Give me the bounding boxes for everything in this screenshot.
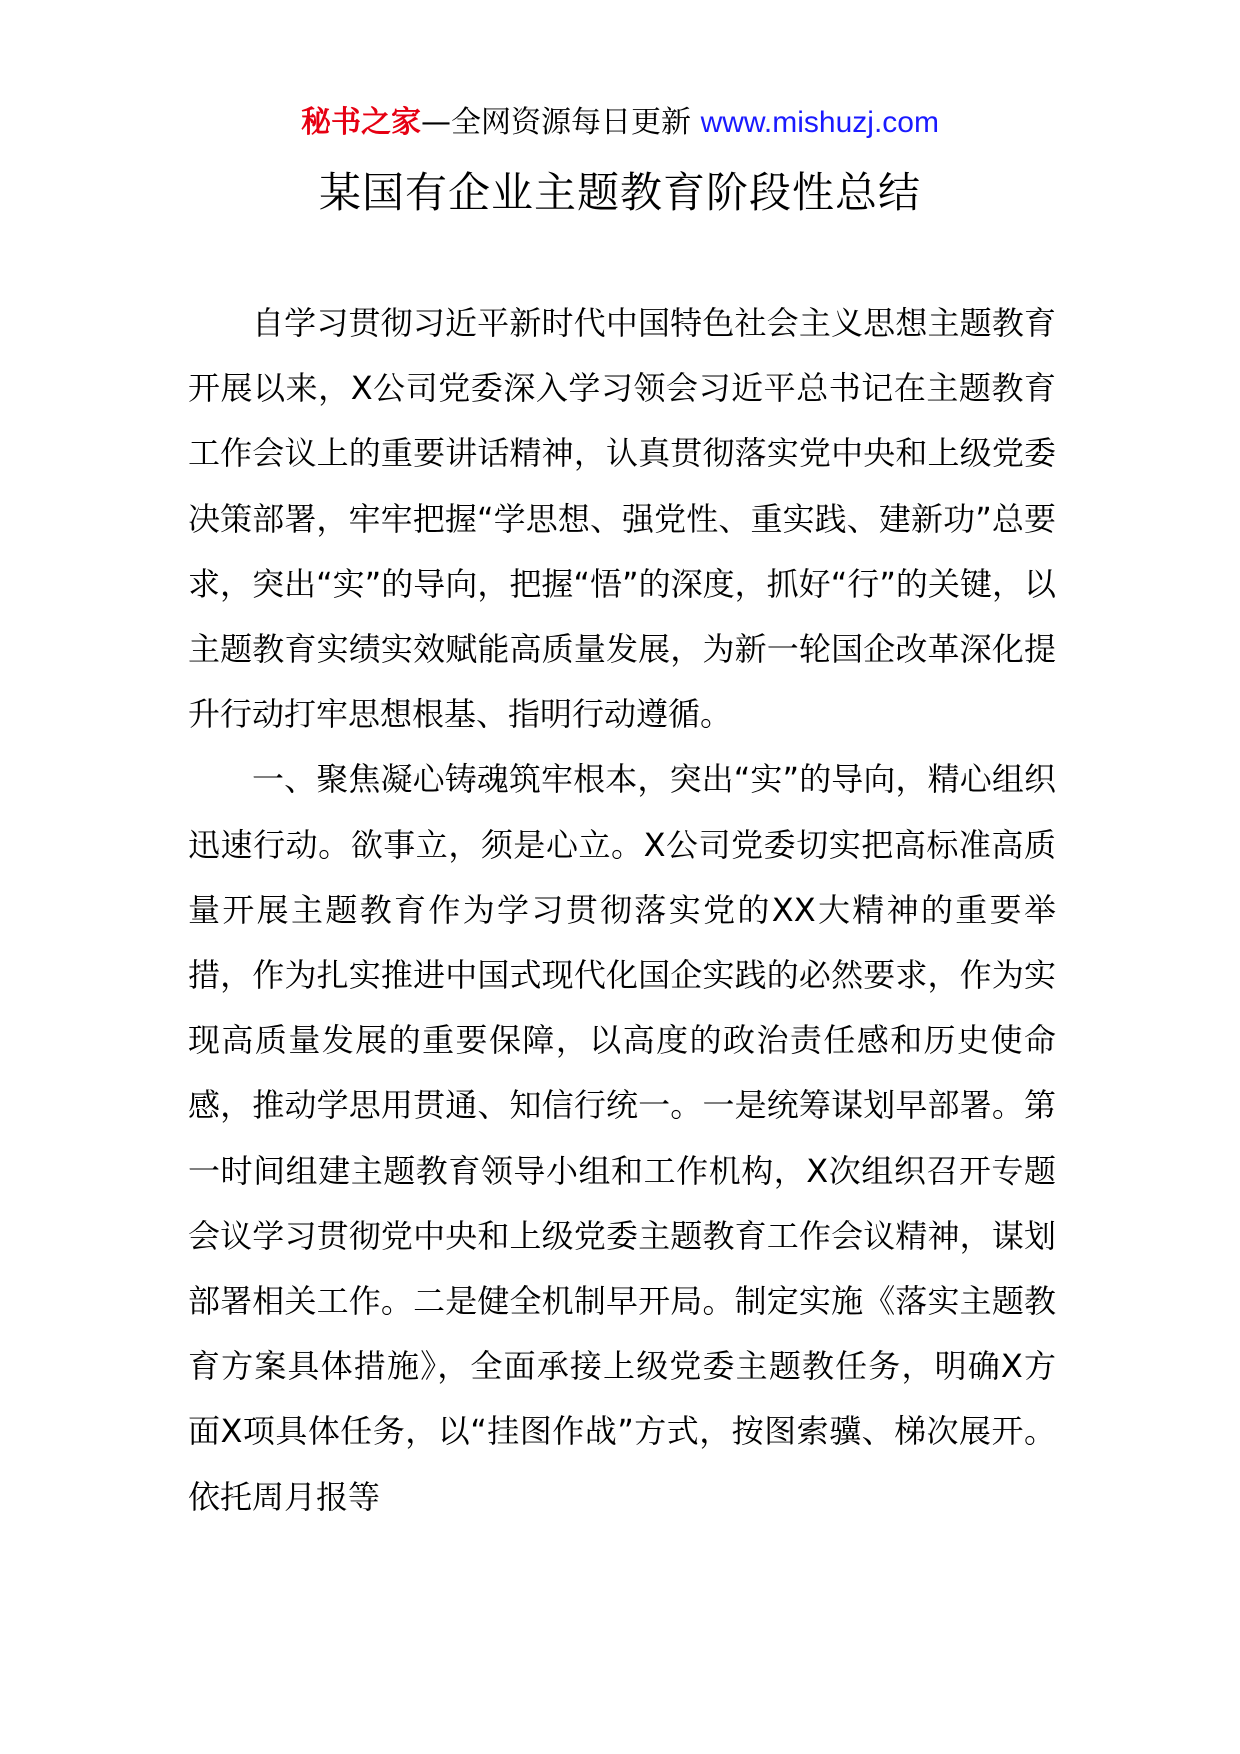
website-link[interactable]: www.mishuzj.com [700,106,939,139]
paragraph-section-1: 一、聚焦凝心铸魂筑牢根本，突出“实”的导向，精心组织迅速行动。欲事立，须是心立。X公司党委切实把高标准高质量开展主题教育作为学习贯彻落实党的XX大精神的重要举措，作为扎实推进中国式现代化国企实践的必然要求，作为实现高质量发展的重要保障，以高度的政治责任感和历史使命感，推动学思用贯通、知信行统一。一是统筹谋划早部署。第一时间组建主题教育领导小组和工作机构，X次组织召开专题会议学习贯彻党中央和上级党委主题教育工作会议精神，谋划部署相关工作。二是健全机制早开局。制定实施《落实主题教育方案具体措施》，全面承接上级党委主题教任务，明确X方面X项具体任务，以“挂图作战”方式，按图索骥、梯次展开。依托周月报等 [188,760,1056,1516]
header-tagline: —全网资源每日更新 [421,105,701,140]
document-title: 某国有企业主题教育阶段性总结 [318,168,921,217]
document-body [188,291,1056,1530]
watermark-header [0,103,1240,143]
paragraph-intro: 自学习贯彻习近平新时代中国特色社会主义思想主题教育开展以来，X公司党委深入学习领会习近平总书记在主题教育工作会议上的重要讲话精神，认真贯彻落实党中央和上级党委决策部署，牢牢把握“学思想、强党性、重实践、建新功”总要求，突出“实”的导向，把握“悟”的深度，抓好“行”的关键，以主题教育实绩实效赋能高质量发展，为新一轮国企改革深化提升行动打牢思想根基、指明行动遵循。 [188,304,1056,734]
brand-name: 秘书之家 [301,105,422,140]
